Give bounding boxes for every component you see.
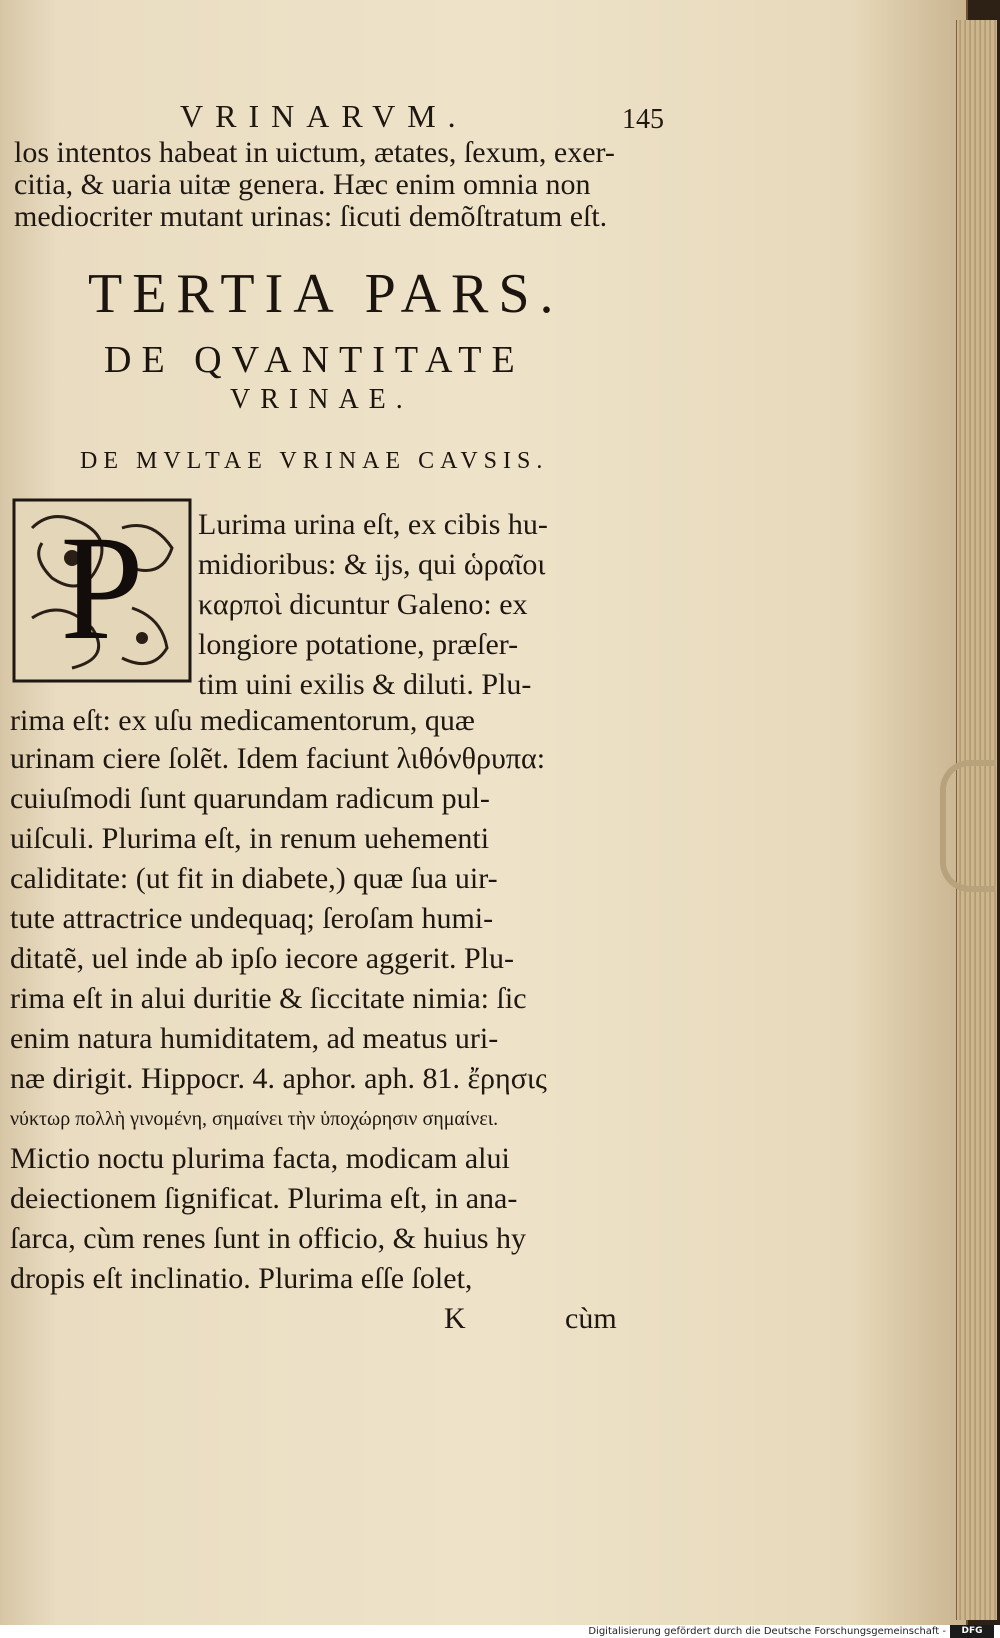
signature-mark: K bbox=[444, 1302, 466, 1335]
initial-line-5: tim uini exilis & diluti. Plu- bbox=[198, 668, 532, 701]
initial-line-3: καρποὶ dicuntur Galeno: ex bbox=[198, 588, 528, 621]
initial-line-2: midioribus: & ijs, qui ὡραῖοι bbox=[198, 548, 546, 581]
body-line-7: ditatẽ, uel inde ab ipſo iecore aggerit. Plu- bbox=[10, 942, 514, 975]
body-line-5: caliditate: (ut fit in diabete,) quæ ſua uir- bbox=[10, 862, 498, 895]
body-line-4: uiſculi. Plurima eſt, in renum uehementi bbox=[10, 822, 490, 855]
part-title: TERTIA PARS. bbox=[88, 263, 564, 325]
dfg-logo: DFG bbox=[950, 1625, 994, 1638]
page-clip bbox=[940, 760, 996, 892]
initial-line-1: Lurima urina eſt, ex cibis hu- bbox=[198, 508, 548, 541]
page-number: 145 bbox=[622, 104, 664, 135]
initial-line-4: longiore potatione, præſer- bbox=[198, 628, 519, 661]
intro-line-1: los intentos habeat in uictum, ætates, ſexum, exer- bbox=[14, 136, 615, 169]
body-line-12: Mictio noctu plurima facta, modicam alui bbox=[10, 1142, 510, 1175]
initial-letter: P bbox=[60, 505, 144, 671]
decorated-initial bbox=[12, 498, 192, 683]
body-line-8: rima eſt in alui duritie & ſiccitate nimia: ſic bbox=[10, 982, 527, 1015]
chapter-heading: DE MVLTAE VRINAE CAVSIS. bbox=[80, 448, 549, 474]
intro-line-3: mediocriter mutant urinas: ſicuti demõſtratum eſt. bbox=[14, 200, 608, 233]
body-line-1: rima eſt: ex uſu medicamentorum, quæ bbox=[10, 704, 475, 737]
footer-credit: Digitalisierung gefördert durch die Deutsche Forschungsgemeinschaft - bbox=[588, 1626, 946, 1637]
body-line-14: ſarca, cùm renes ſunt in officio, & huius hy bbox=[10, 1222, 526, 1255]
running-title: VRINARVM. bbox=[180, 98, 468, 134]
body-line-13: deiectionem ſignificat. Plurima eſt, in ana- bbox=[10, 1182, 518, 1215]
catchword: cùm bbox=[565, 1302, 617, 1335]
body-line-2: urinam ciere ſolẽt. Idem faciunt λιθόνθρυπα: bbox=[10, 742, 546, 775]
body-line-15: dropis eſt inclinatio. Plurima eſſe ſolet, bbox=[10, 1262, 473, 1295]
part-subtitle: DE QVANTITATE bbox=[104, 339, 525, 381]
body-line-10: næ dirigit. Hippocr. 4. aphor. aph. 81. ἔρησις bbox=[10, 1062, 547, 1095]
body-line-6: tute attractrice undequaq; ſeroſam humi- bbox=[10, 902, 494, 935]
body-line-11: νύκτωρ πολλὴ γινομένη, σημαίνει τὴν ὑποχώρησιν σημαίνει. bbox=[10, 1108, 499, 1130]
body-line-3: cuiuſmodi ſunt quarundam radicum pul- bbox=[10, 782, 490, 815]
body-line-9: enim natura humiditatem, ad meatus uri- bbox=[10, 1022, 499, 1055]
intro-line-2: citia, & uaria uitæ genera. Hæc enim omnia non bbox=[14, 168, 591, 201]
part-subtitle-2: VRINAE. bbox=[230, 384, 413, 415]
